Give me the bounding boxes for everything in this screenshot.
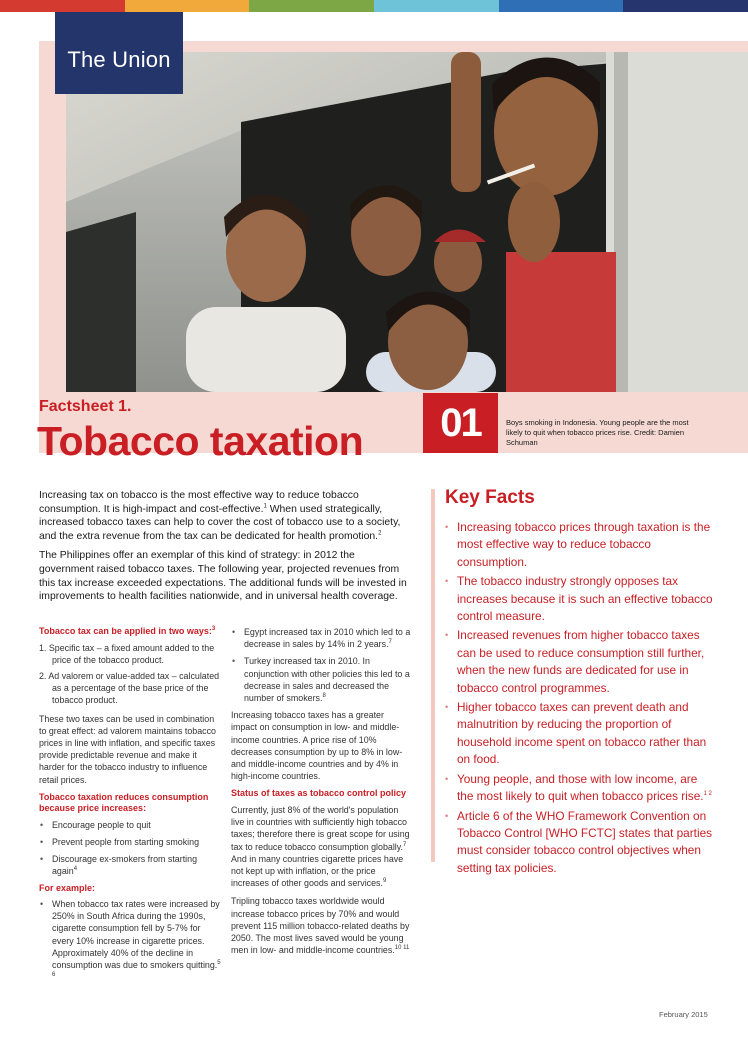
paragraph-text: Currently, just 8% of the world's population live in countries with sufficiently high tobacco taxes; therefore there is great scope for using tax to reduce tobacco consumption globally. bbox=[231, 804, 410, 852]
stripe-segment bbox=[125, 0, 250, 12]
footnote-ref: 9 bbox=[382, 878, 387, 885]
footnote-ref: 4 bbox=[73, 866, 78, 873]
footnote-ref: 3 bbox=[211, 626, 216, 632]
footnote-ref: 5 6 bbox=[52, 960, 221, 979]
footnote-ref: 1 bbox=[263, 503, 267, 510]
list-item bbox=[231, 655, 411, 704]
examples-list-continued bbox=[231, 626, 411, 704]
section-heading: Tobacco taxation reduces consumption because price increases: bbox=[39, 791, 209, 814]
list-item bbox=[231, 626, 411, 650]
footnote-ref: 10 11 bbox=[394, 945, 410, 952]
key-fact-item bbox=[444, 771, 714, 806]
cover-photo bbox=[66, 52, 748, 392]
body-paragraph bbox=[231, 895, 411, 956]
list-item bbox=[39, 898, 221, 983]
footnote-ref: 2 bbox=[378, 530, 382, 537]
list-item-text: When tobacco tax rates were increased by 250% in South Africa during the 1990s, cigarette consumption fell by 5-7% for every 10% increase in cigarette prices. Approximately 40% of the decline in consumption was due to smokers quitting. bbox=[52, 899, 220, 971]
footnote-ref: 1 2 bbox=[703, 791, 712, 798]
intro-text-span: Increasing tax on tobacco is the most effective way to reduce tobacco consumption. It is high-impact and cost-effective. bbox=[39, 490, 359, 515]
footnote-ref: 8 bbox=[322, 693, 326, 700]
logo-text: The Union bbox=[67, 47, 171, 72]
factsheet-number-badge: 01 bbox=[423, 393, 498, 453]
key-fact-item: • Increasing tobacco prices through taxation is the most effective way to reduce tobacco consumption. bbox=[444, 519, 714, 571]
intro-text bbox=[39, 489, 409, 610]
examples-list bbox=[39, 898, 221, 983]
key-fact-item: • Article 6 of the WHO Framework Convention on Tobacco Control [WHO FCTC] states that parties must consider tobacco control objectives when setting tax policies. bbox=[444, 808, 714, 878]
section-heading bbox=[39, 626, 221, 638]
color-stripe bbox=[0, 0, 748, 12]
key-facts-list bbox=[444, 519, 714, 879]
stripe-segment bbox=[623, 0, 748, 12]
key-facts-accent-bar bbox=[431, 489, 435, 862]
body-column-middle bbox=[231, 626, 411, 962]
key-fact-item: • Higher tobacco taxes can prevent death and malnutrition by reducing the proportion of household income spent on tobacco rather than on food. bbox=[444, 699, 714, 769]
stripe-segment bbox=[249, 0, 374, 12]
body-column-left bbox=[39, 626, 221, 988]
photo-caption: Boys smoking in Indonesia. Young people are the most likely to quit when tobacco prices rise. Credit: Damien Schuman bbox=[506, 418, 689, 447]
stripe-segment bbox=[0, 0, 125, 12]
section-heading: Status of taxes as tobacco control policy bbox=[231, 788, 407, 799]
footnote-ref: 7 bbox=[388, 639, 392, 646]
factsheet-label: Factsheet 1. bbox=[39, 398, 132, 415]
the-union-logo bbox=[55, 12, 183, 94]
list-item-text: Discourage ex-smokers from starting again bbox=[52, 854, 198, 877]
stripe-segment bbox=[499, 0, 624, 12]
list-item: 1. Specific tax – a fixed amount added to the price of the tobacco product. bbox=[39, 642, 215, 665]
reasons-list bbox=[39, 819, 221, 878]
page-title: Tobacco taxation bbox=[37, 418, 364, 464]
intro-text-span: When used strategically, increased tobacco taxes can help to cover the cost of tobacco use to a society, and the extra revenue from the tax can be dedicated for health promotion. bbox=[39, 503, 401, 542]
footnote-ref: 7 bbox=[403, 841, 407, 848]
paragraph-text: Tripling tobacco taxes worldwide would increase tobacco prices by 70% and would prevent 115 million tobacco-related deaths by 2050. The most lives saved would be young men in low- and middle-income countries. bbox=[231, 896, 410, 956]
key-facts-title: Key Facts bbox=[445, 487, 535, 508]
body-paragraph bbox=[231, 804, 411, 889]
list-item bbox=[39, 853, 221, 877]
tax-types-list bbox=[39, 642, 221, 707]
paragraph-text: And in many countries cigarette prices have not kept up with inflation, or the price increases of other goods and services. bbox=[231, 853, 404, 889]
body-paragraph: These two taxes can be used in combination to great effect: ad valorem maintains tobacco prices in line with inflation, and specific taxes provide predictable revenue and make it harder for the tobacco industry to influence retail prices. bbox=[39, 713, 216, 785]
list-item-text: Turkey increased tax in 2010. In conjunction with other policies this led to a decrease in sales and decreased the number of smokers. bbox=[244, 656, 410, 704]
publication-date: February 2015 bbox=[659, 1010, 708, 1019]
list-item: 2. Ad valorem or value-added tax – calculated as a percentage of the base price of the tobacco product. bbox=[39, 670, 220, 706]
stripe-segment bbox=[374, 0, 499, 12]
intro-paragraph: The Philippines offer an exemplar of this kind of strategy: in 2012 the government raised tobacco taxes. The following year, projected revenues from this tax increase exceeded expectations. The additional funds will be invested in improvements to health facilities nationwide, and in universal health coverage. bbox=[39, 550, 407, 603]
list-item: • Prevent people from starting smoking bbox=[39, 836, 221, 848]
body-paragraph: Increasing tobacco taxes has a greater impact on consumption in low- and middle-income countries. A price rise of 10% decreases consumption by up to 8% in low- and middle-income countries and by 4% in high-income countries. bbox=[231, 710, 403, 782]
intro-paragraph bbox=[39, 489, 409, 543]
key-fact-text: Young people, and those with low income, are the most likely to quit when tobacco prices rise. bbox=[457, 771, 704, 804]
heading-text: Tobacco tax can be applied in two ways: bbox=[39, 626, 212, 636]
key-fact-item: • The tobacco industry strongly opposes tax increases because it is such an effective tobacco control measure. bbox=[444, 573, 714, 625]
key-fact-item: • Increased revenues from higher tobacco taxes can be used to reduce consumption still further, when the new funds are dedicated for use in tobacco control programmes. bbox=[444, 627, 714, 697]
list-item-text: Egypt increased tax in 2010 which led to a decrease in sales by 14% in 2 years. bbox=[244, 627, 411, 650]
section-heading: For example: bbox=[39, 882, 96, 893]
list-item: • Encourage people to quit bbox=[39, 819, 221, 831]
